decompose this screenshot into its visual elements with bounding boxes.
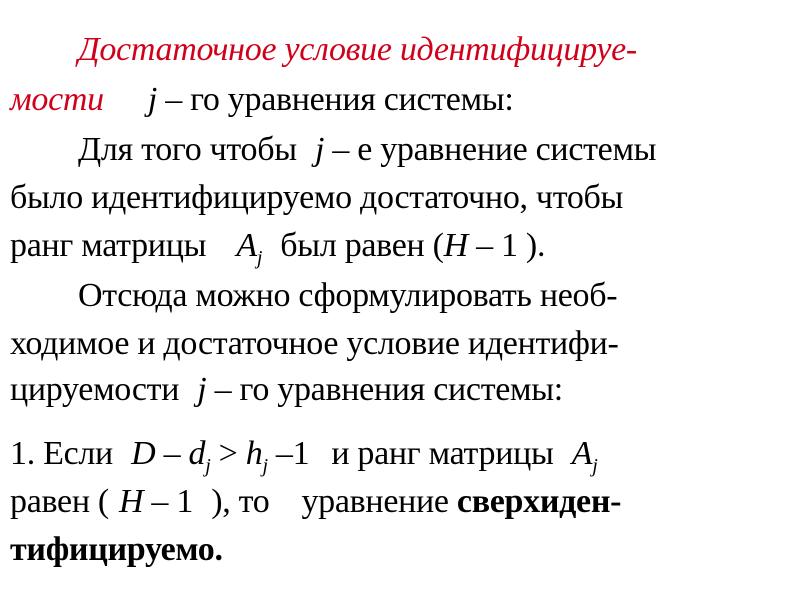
text: ).	[517, 227, 546, 264]
para2-line-2	[10, 324, 619, 364]
text: ранг матрицы	[10, 227, 215, 264]
para1-line-2	[10, 178, 623, 218]
para1-line-3	[10, 226, 545, 278]
text: – е уравнение системы	[324, 131, 657, 168]
heading-text-1: Достаточное условие идентифицируе-	[78, 31, 637, 68]
text: и ранг матрицы	[331, 435, 562, 472]
text: был равен (	[272, 227, 444, 264]
math-sub-j: j	[256, 247, 263, 269]
math-d: d	[188, 435, 206, 472]
text: ), то	[203, 483, 270, 520]
math-sub-j: j	[592, 455, 598, 477]
math-sub-j: j	[262, 455, 268, 477]
text: ходимое и достаточное условие идентифи-	[10, 325, 619, 362]
math-j: j	[147, 81, 157, 118]
math-minus-one: – 1	[143, 483, 194, 520]
math-minus: –	[155, 435, 189, 472]
math-j: j	[314, 131, 325, 168]
item1-line-1	[10, 434, 598, 486]
text: Отсюда можно сформулировать необ-	[78, 277, 618, 314]
text: было идентифицируемо достаточно, чтобы	[10, 179, 624, 216]
math-minus-one: – 1	[467, 227, 518, 264]
para1-line-1	[78, 130, 656, 170]
item1-line-3	[10, 530, 223, 570]
text: уравнение	[301, 483, 457, 520]
math-gt: >	[210, 435, 246, 472]
bold-term: тифицируемо.	[10, 531, 223, 568]
bold-term: сверхиден-	[456, 483, 622, 520]
math-H: H	[118, 483, 144, 520]
math-minus-one: –1	[267, 435, 310, 472]
text: Для того чтобы	[78, 131, 305, 168]
item1-line-2	[10, 482, 621, 522]
heading-line-1	[78, 30, 637, 70]
text: 1. Если	[10, 435, 122, 472]
para2-line-1	[78, 276, 617, 316]
math-A: A	[236, 227, 257, 264]
math-j: j	[197, 371, 207, 408]
text: цируемости	[10, 371, 188, 408]
math-A: A	[571, 435, 593, 472]
text: равен (	[10, 483, 109, 520]
math-H: H	[443, 227, 468, 264]
math-h: h	[245, 435, 263, 472]
heading-rest: – го уравнения системы:	[157, 81, 514, 118]
text: – го уравнения системы:	[206, 371, 563, 408]
math-D: D	[131, 435, 156, 472]
heading-line-2	[10, 80, 514, 120]
para2-line-3	[10, 370, 563, 410]
math-sub-j: j	[205, 455, 211, 477]
heading-text-2: мости	[10, 81, 104, 118]
